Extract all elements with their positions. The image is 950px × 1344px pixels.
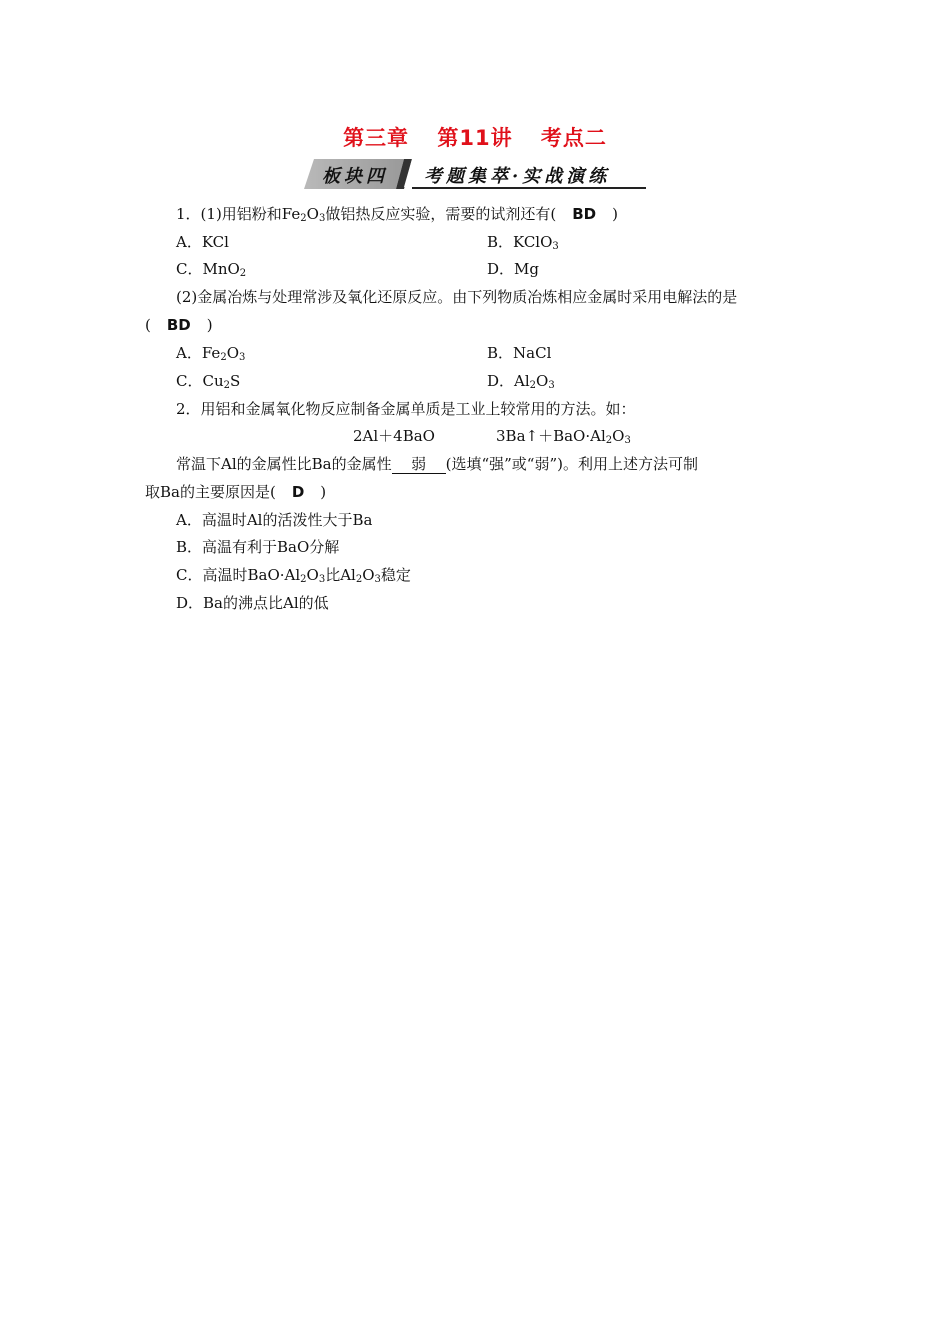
q1-part2-option-a: A．$Fe_2O_3$ bbox=[176, 344, 246, 363]
point-label: 考点二 bbox=[540, 126, 607, 150]
q2-line2: 取Ba的主要原因是( D ) bbox=[145, 483, 327, 501]
lecture-label: 第11讲 bbox=[437, 126, 513, 150]
q1-part2-stem: (2)金属冶炼与处理常涉及氧化还原反应。由下列物质冶炼相应金属时采用电解法的是 bbox=[176, 288, 738, 306]
q2-blank-answer: 弱 bbox=[392, 455, 446, 474]
chapter-label: 第三章 bbox=[343, 126, 410, 150]
q2-stem: 2．用铝和金属氧化物反应制备金属单质是工业上较常用的方法。如： bbox=[176, 400, 636, 418]
q1-part1-answer: BD bbox=[572, 205, 597, 223]
q1-part1-option-d: D．Mg bbox=[487, 260, 539, 278]
q1-part1-option-c: C．MnO$_2$ bbox=[176, 260, 247, 279]
q2-answer: D bbox=[291, 483, 305, 501]
q1-part1-option-b: B．KClO$_3$ bbox=[487, 233, 559, 252]
banner-left-text: 板块四 bbox=[322, 166, 388, 187]
q2-option-a: A．高温时Al的活泼性大于Ba bbox=[176, 511, 373, 529]
q1-part2-answer: BD bbox=[166, 316, 191, 334]
q1-part1-stem: 1．(1)用铝粉和$Fe_2O_3$做铝热反应实验，需要的试剂还有( BD ) bbox=[176, 205, 618, 224]
q2-line1: 常温下Al的金属性比Ba的金属性 弱 (选填“强”或“弱”)。利用上述方法可制 bbox=[176, 455, 698, 473]
q1-part2-answer-line: ( BD ) bbox=[145, 316, 213, 334]
q1-part2-option-c: C．$Cu_2S$ bbox=[176, 372, 241, 391]
q2-equation-right: $3Ba↑+BaO\cdot Al_2O_3$ bbox=[496, 427, 631, 446]
q2-option-d: D．Ba的沸点比Al的低 bbox=[176, 594, 329, 612]
q2-option-c: C．高温时$BaO\cdot Al_2O_3$比$Al_2O_3$稳定 bbox=[176, 566, 411, 585]
banner-right-text: 考题集萃·实战演练 bbox=[424, 166, 611, 187]
q2-option-b: B．高温有利于BaO分解 bbox=[176, 538, 340, 556]
q2-equation-left: 2Al＋4BaO bbox=[353, 427, 435, 445]
q1-part1-option-a: A．KCl bbox=[176, 233, 229, 251]
q1-part2-option-d: D．$Al_2O_3$ bbox=[487, 372, 555, 391]
q1-part2-option-b: B．NaCl bbox=[487, 344, 552, 362]
page-title bbox=[0, 122, 950, 152]
